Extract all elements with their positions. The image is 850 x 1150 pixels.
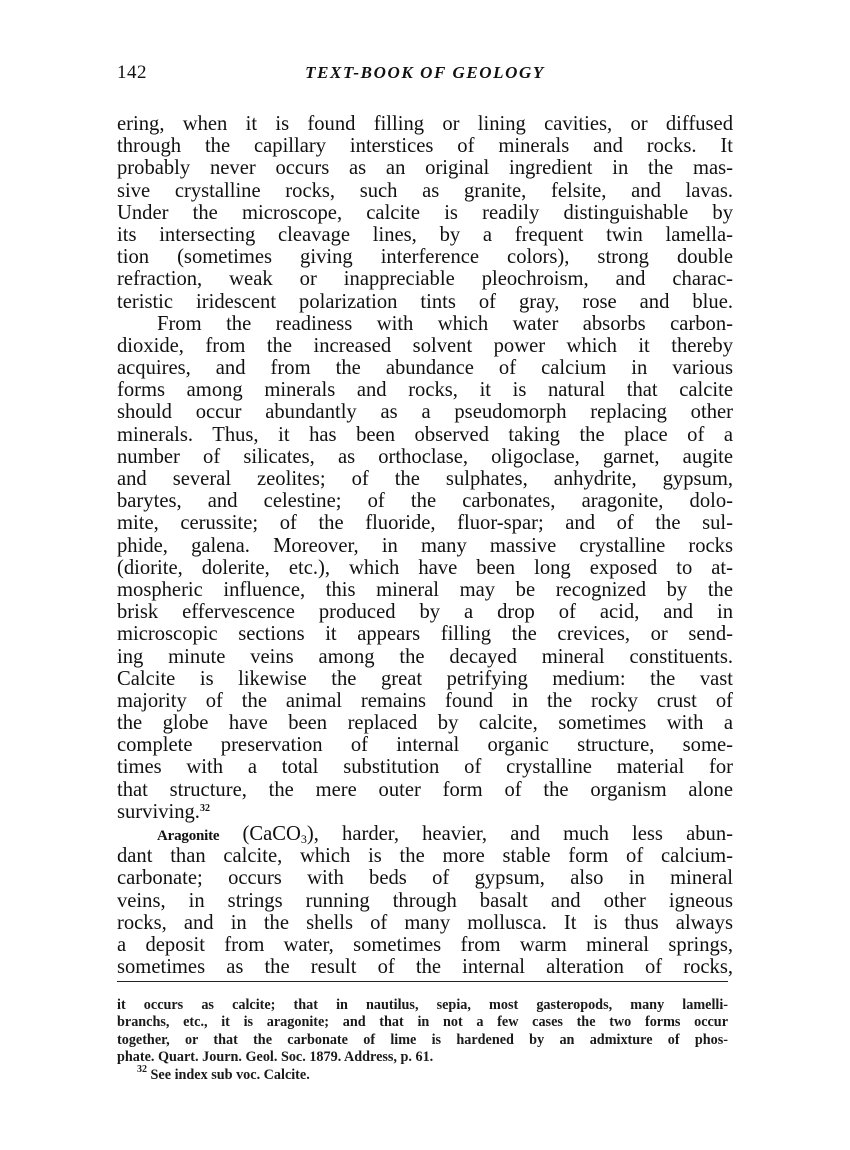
- body-line: that structure, the mere outer form of the organism alone: [117, 778, 733, 801]
- aragonite-line-rest: ), harder, heavier, and much less abun-: [306, 823, 733, 845]
- body-line: through the capillary interstices of minerals and rocks. It: [117, 135, 733, 158]
- body-line: microscopic sections it appears filling the crevices, or send-: [117, 623, 733, 646]
- body-line: probably never occurs as an original ingredient in the mas-: [117, 157, 733, 180]
- body-line: forms among minerals and rocks, it is natural that calcite: [117, 379, 733, 402]
- body-line: majority of the animal remains found in the rocky crust of: [117, 689, 733, 712]
- footnotes: [117, 997, 728, 1084]
- footnote-line: phate. Quart. Journ. Geol. Soc. 1879. Address, p. 61.: [117, 1049, 434, 1066]
- footnote-line: it occurs as calcite; that in nautilus, sepia, most gasteropods, many lamelli-: [117, 997, 728, 1013]
- page-number: 142: [117, 62, 147, 83]
- body-line: should occur abundantly as a pseudomorph replacing other: [117, 401, 733, 424]
- body-text: [117, 113, 733, 978]
- formula-subscript: 3: [300, 832, 307, 846]
- footnote-divider: [117, 981, 728, 982]
- body-line: carbonate; occurs with beds of gypsum, also in mineral: [117, 867, 733, 890]
- body-line-text: surviving.: [117, 800, 200, 823]
- page-header: [117, 62, 733, 88]
- body-line: dioxide, from the increased solvent power which it thereby: [117, 334, 733, 357]
- body-line: its intersecting cleavage lines, by a frequent twin lamella-: [117, 223, 733, 246]
- body-line: brisk effervescence produced by a drop of acid, and in: [117, 601, 733, 624]
- body-line: rocks, and in the shells of many mollusca. It is thus always: [117, 911, 733, 934]
- body-line: veins, in strings running through basalt and other igneous: [117, 889, 733, 912]
- body-line: tion (sometimes giving interference colors), strong double: [117, 246, 733, 269]
- body-line: (diorite, dolerite, etc.), which have been long exposed to at-: [117, 556, 733, 579]
- body-line: dant than calcite, which is the more stable form of calcium-: [117, 845, 733, 868]
- body-line: ing minute veins among the decayed mineral constituents.: [117, 645, 733, 668]
- body-line: mospheric influence, this mineral may be recognized by the: [117, 578, 733, 601]
- body-line: teristic iridescent polarization tints of gray, rose and blue.: [117, 290, 733, 313]
- body-line: Under the microscope, calcite is readily distinguishable by: [117, 201, 733, 224]
- body-line: barytes, and celestine; of the carbonates, aragonite, dolo-: [117, 490, 733, 513]
- body-line: acquires, and from the abundance of calcium in various: [117, 357, 733, 380]
- footnote-reference: 32: [199, 802, 210, 814]
- body-line: mite, cerussite; of the fluoride, fluor-spar; and of the sul-: [117, 512, 733, 535]
- body-line: minerals. Thus, it has been observed taking the place of a: [117, 423, 733, 446]
- body-line: times with a total substitution of crystalline material for: [117, 756, 733, 779]
- running-title: TEXT-BOOK OF GEOLOGY: [305, 63, 545, 82]
- footnote-text: See index sub voc. Calcite.: [150, 1066, 310, 1083]
- body-line: phide, galena. Moreover, in many massive crystalline rocks: [117, 534, 733, 557]
- body-line: refraction, weak or inappreciable pleochroism, and charac-: [117, 268, 733, 291]
- body-line: ering, when it is found filling or lining cavities, or diffused: [117, 113, 733, 135]
- body-line: number of silicates, as orthoclase, oligoclase, garnet, augite: [117, 445, 733, 468]
- aragonite-heading-line: [117, 823, 733, 845]
- body-line-with-footnote-ref: [117, 801, 733, 823]
- footnote-line: branchs, etc., it is aragonite; and that in not a few cases the two forms occur: [117, 1014, 728, 1031]
- aragonite-run-in-heading: Aragonite: [157, 828, 220, 844]
- footnote-line: together, or that the carbonate of lime is hardened by an admixture of phos-: [117, 1031, 728, 1048]
- body-line: complete preservation of internal organic structure, some-: [117, 734, 733, 757]
- body-line: a deposit from water, sometimes from warm mineral springs,: [117, 933, 733, 956]
- footnote-32: [117, 1063, 728, 1084]
- body-line: and several zeolites; of the sulphates, anhydrite, gypsum,: [117, 468, 733, 490]
- body-line: sometimes as the result of the internal alteration of rocks,: [117, 956, 733, 979]
- body-line: Calcite is likewise the great petrifying medium: the vast: [117, 667, 733, 690]
- footnote-number: 32: [137, 1063, 147, 1075]
- body-line: the globe have been replaced by calcite, sometimes with a: [117, 712, 733, 735]
- body-line: From the readiness with which water absorbs carbon-: [157, 312, 733, 335]
- aragonite-formula-open: (CaCO: [242, 823, 301, 845]
- body-line: sive crystalline rocks, such as granite, felsite, and lavas.: [117, 179, 733, 202]
